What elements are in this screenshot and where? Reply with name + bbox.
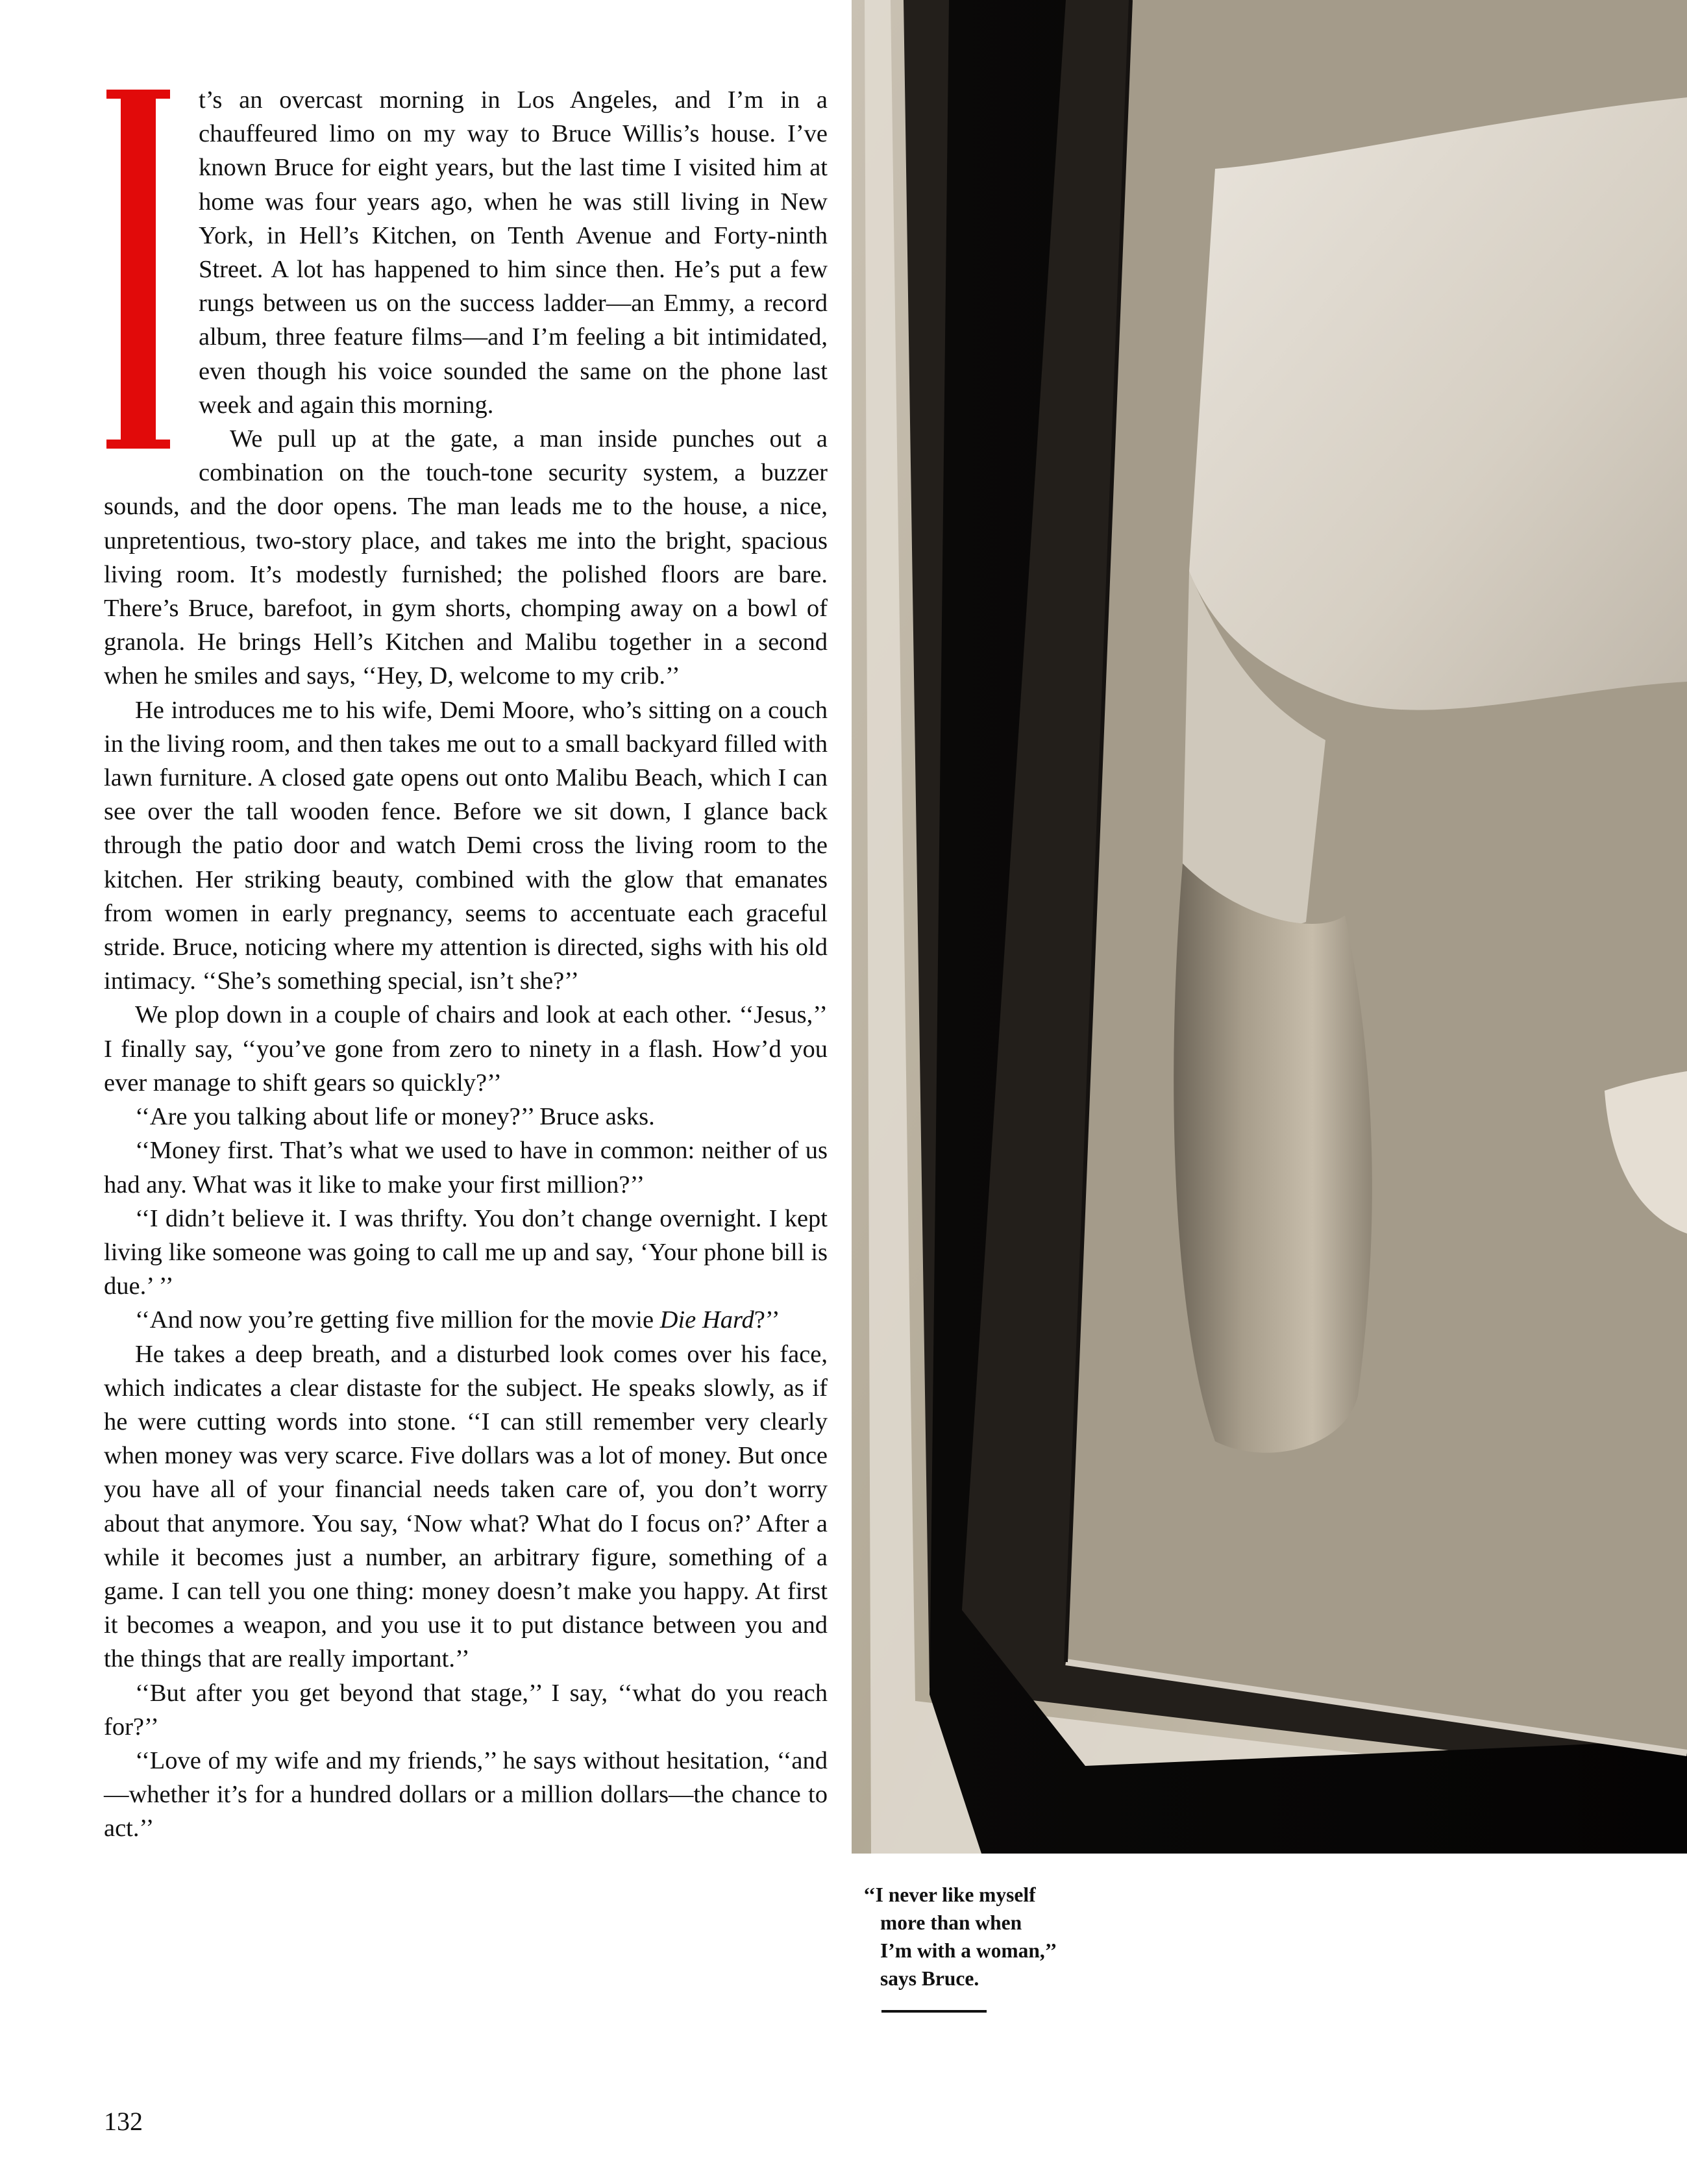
film-title: Die Hard xyxy=(659,1306,754,1334)
paragraph: We plop down in a couple of chairs and look at each other. ‘‘Jesus,’’ I finally say, ‘‘you’ve gone from zero to ninety in a flash. How’d you ever manage to shift gears so quickly?’’ xyxy=(104,1001,828,1097)
caption-rule xyxy=(881,2010,987,2013)
paragraph: We pull up at the gate, a man inside punches out a combination on the touch-tone security system, a buzzer sounds, and the door opens. The man leads me to the house, a nice, unpretentious, two-story place, and takes me into the bright, spacious living room. It’s modestly furnished; the polished floors are bare. There’s Bruce, barefoot, in gym shorts, chomping away on a bowl of granola. He brings Hell’s Kitchen and Malibu together in a second when he smiles and says, ‘‘Hey, D, welcome to my crib.’’ xyxy=(104,425,828,690)
drop-cap-letter xyxy=(121,92,156,446)
paragraph-text: t’s an overcast morning in Los Angeles, and I’m in a chauffeured limo on my way to Bruce Willis’s house. I’ve known Bruce for eight years, but the last time I visited him at home was four years ago, when he was still living in New York, in Hell’s Kitchen, on Tenth Avenue and Forty-ninth Street. A lot has happened to him since then. He’s put a few rungs between us on the success ladder—an Emmy, a record album, three feature films—and I’m feeling a bit intimidated, even though his voice sounded the same on the phone last week and again this morning. xyxy=(199,86,828,419)
lead-paragraph xyxy=(104,83,828,422)
caption-line: I’m with a woman,’’ xyxy=(880,1939,1057,1962)
page-number: 132 xyxy=(104,2107,143,2136)
photo-bruce-willis xyxy=(852,0,1687,1854)
paragraph: ‘‘I didn’t believe it. I was thrifty. You don’t change overnight. I kept living like someone was going to call me up and say, ‘Your phone bill is due.’ ’’ xyxy=(104,1204,828,1300)
drop-cap xyxy=(104,87,195,460)
photo-illustration xyxy=(852,0,1687,1854)
paragraph: He takes a deep breath, and a disturbed look comes over his face, which indicates a clear distaste for the subject. He speaks slowly, as if he were cutting words into stone. ‘‘I can still remember very clearly when money was very scarce. Five dollars was a lot of money. But once you have all of your financial needs taken care of, you don’t worry about that anymore. You say, ‘Now what? What do I focus on?’ After a while it becomes just a number, an arbitrary figure, something of a game. I can tell you one thing: money doesn’t make you happy. At first it becomes a weapon, and you use it to put distance between you and the things that are really important.’’ xyxy=(104,1340,828,1673)
paragraph: ‘‘Money first. That’s what we used to have in common: neither of us had any. What was it like to make your first million?’’ xyxy=(104,1137,828,1198)
caption-line: more than when xyxy=(880,1911,1022,1934)
article-body xyxy=(104,83,828,1846)
paragraph: ‘‘But after you get beyond that stage,’’ I say, ‘‘what do you reach for?’’ xyxy=(104,1679,828,1741)
paragraph: ‘‘Are you talking about life or money?’’ Bruce asks. xyxy=(135,1103,655,1131)
caption-line: says Bruce. xyxy=(880,1967,979,1990)
paragraph-die-hard: ‘‘And now you’re getting five million for the movie Die Hard?’’ xyxy=(135,1306,780,1334)
caption-line: ‘‘I never like myself xyxy=(863,1883,1036,1906)
photo-caption xyxy=(863,1881,1136,1992)
paragraph: He introduces me to his wife, Demi Moore, who’s sitting on a couch in the living room, and then takes me out to a small backyard filled with lawn furniture. A closed gate opens out onto Malibu Beach, which I can see over the tall wooden fence. Before we sit down, I glance back through the patio door and watch Demi cross the living room to the kitchen. Her striking beauty, combined with the glow that emanates from women in early pregnancy, seems to accentuate each graceful stride. Bruce, noticing where my attention is directed, sighs with his old intimacy. ‘‘She’s something special, isn’t she?’’ xyxy=(104,696,828,995)
paragraph: ‘‘Love of my wife and my friends,’’ he says without hesitation, ‘‘and—whether it’s for a hundred dollars or a million dollars—the chance to act.’’ xyxy=(104,1746,828,1843)
